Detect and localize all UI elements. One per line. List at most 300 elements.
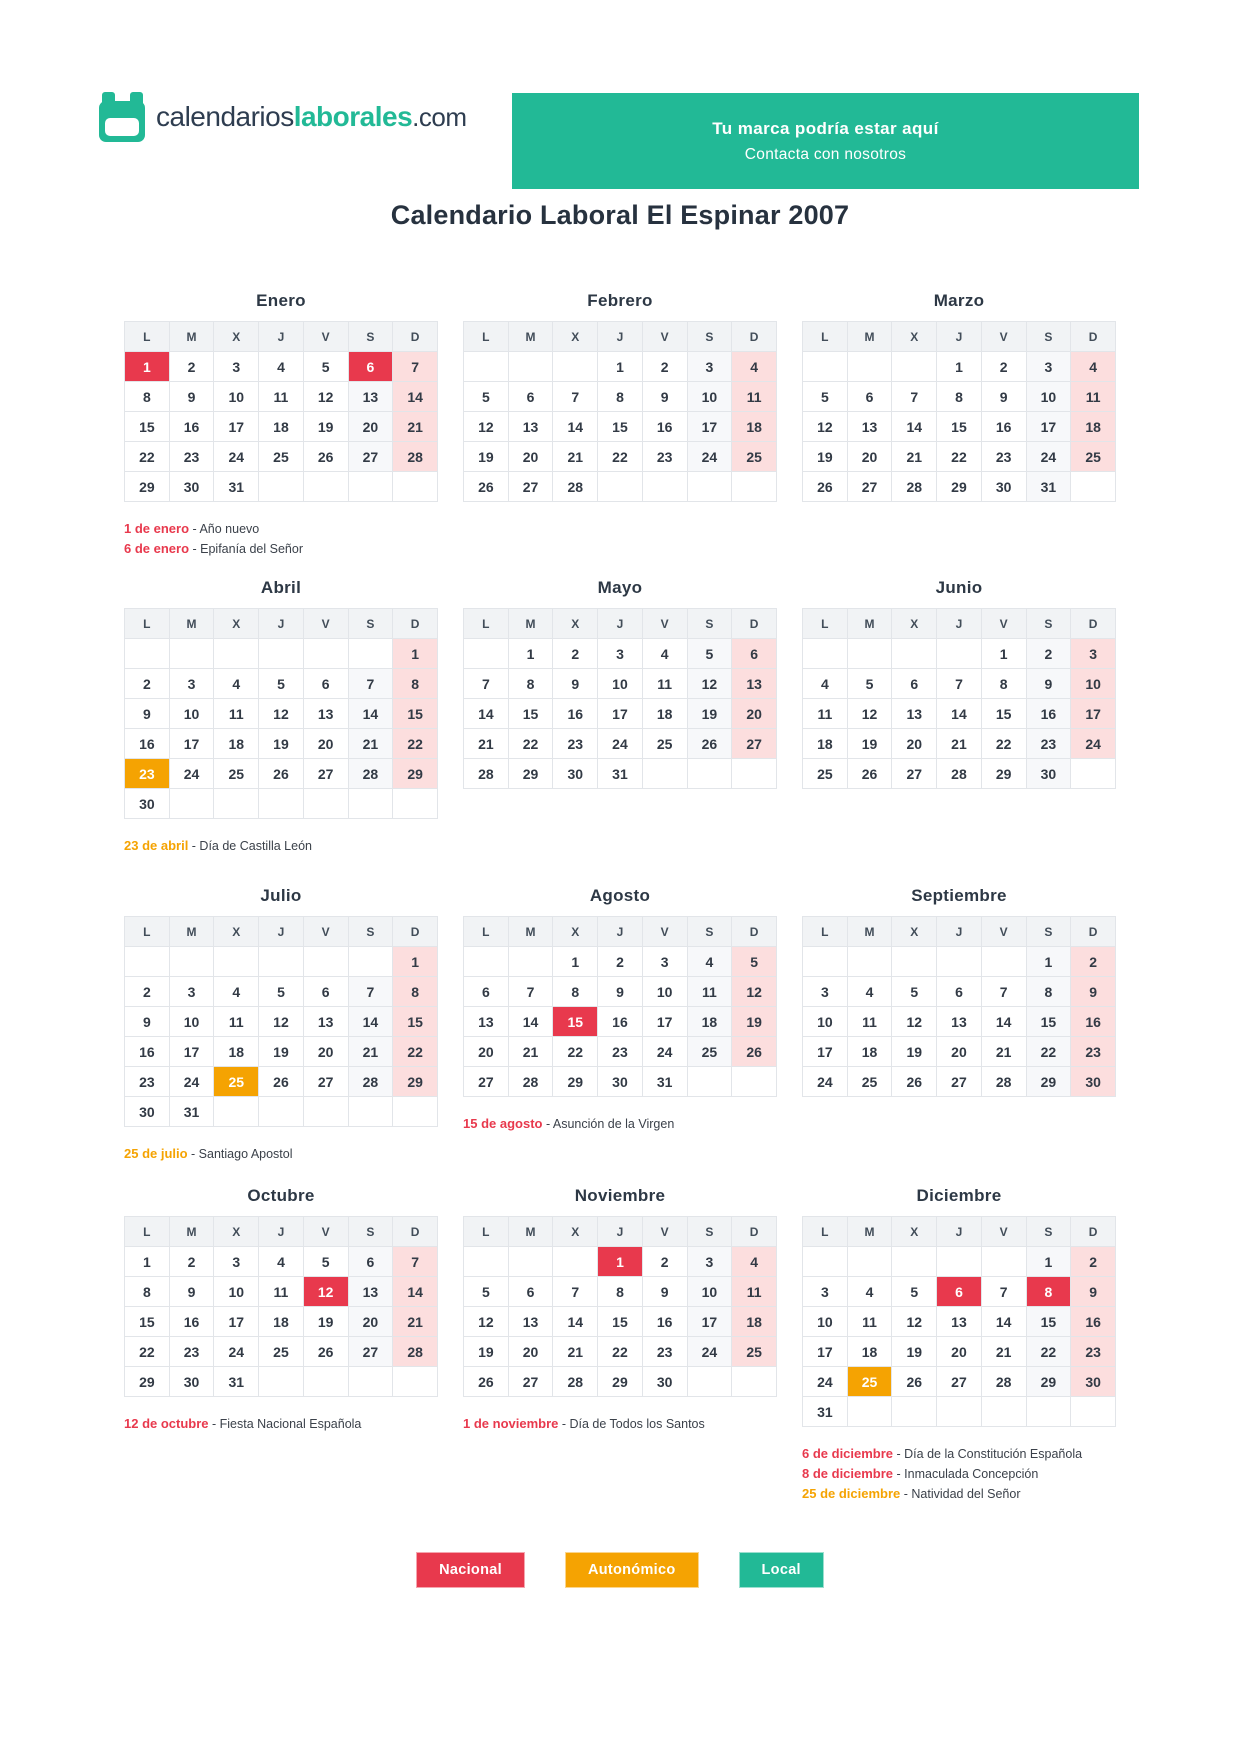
day-cell: 24: [642, 1037, 687, 1067]
day-cell: 21: [553, 1337, 598, 1367]
weekday-header: X: [553, 609, 598, 639]
day-cell: [687, 472, 732, 502]
day-cell: 26: [892, 1067, 937, 1097]
holiday-note: [802, 1484, 1116, 1504]
day-cell: 19: [803, 442, 848, 472]
day-cell: 22: [937, 442, 982, 472]
day-cell: 22: [981, 729, 1026, 759]
day-cell: 23: [553, 729, 598, 759]
day-cell: [464, 947, 509, 977]
day-cell: 20: [732, 699, 777, 729]
ad-banner[interactable]: [512, 93, 1139, 189]
month-title: Diciembre: [916, 1186, 1002, 1205]
holiday-note-text: - Día de la Constitución Española: [893, 1447, 1083, 1461]
weekday-header: D: [393, 1217, 438, 1247]
month-calendar-table: [463, 916, 777, 1097]
weekday-header: V: [303, 1217, 348, 1247]
day-cell: 12: [303, 382, 348, 412]
weekday-header: X: [553, 322, 598, 352]
day-cell: 4: [732, 1247, 777, 1277]
day-cell: 13: [508, 412, 553, 442]
day-cell: [981, 1397, 1026, 1427]
day-cell: [687, 1067, 732, 1097]
weekday-header: S: [348, 322, 393, 352]
day-cell: 8: [981, 669, 1026, 699]
day-cell: 13: [348, 1277, 393, 1307]
holiday-day-cell: 25: [847, 1367, 892, 1397]
day-cell: 5: [464, 1277, 509, 1307]
day-cell: 19: [464, 1337, 509, 1367]
holiday-note: [463, 1114, 777, 1134]
day-cell: 23: [169, 442, 214, 472]
holiday-day-cell: 1: [125, 352, 170, 382]
day-cell: 6: [303, 977, 348, 1007]
day-cell: 5: [803, 382, 848, 412]
day-cell: 21: [553, 442, 598, 472]
month-holiday-notes: [124, 1414, 438, 1434]
day-cell: 11: [803, 699, 848, 729]
holiday-note-date: 6 de diciembre: [802, 1446, 894, 1461]
ad-banner-headline: Tu marca podría estar aquí: [712, 118, 939, 138]
day-cell: [803, 947, 848, 977]
day-cell: [303, 639, 348, 669]
weekday-header: L: [803, 609, 848, 639]
day-cell: 24: [803, 1367, 848, 1397]
day-cell: 11: [847, 1307, 892, 1337]
day-cell: [847, 639, 892, 669]
day-cell: 4: [259, 352, 304, 382]
day-cell: [803, 1247, 848, 1277]
day-cell: [464, 352, 509, 382]
day-cell: 13: [464, 1007, 509, 1037]
month-mayo: [463, 578, 777, 886]
holiday-note-text: - Epifanía del Señor: [189, 542, 303, 556]
weekday-header: S: [687, 917, 732, 947]
logo-part-laborales: laborales: [293, 101, 413, 132]
day-cell: [214, 789, 259, 819]
day-cell: 9: [125, 1007, 170, 1037]
day-cell: 19: [687, 699, 732, 729]
day-cell: 22: [598, 1337, 643, 1367]
holiday-note-text: - Año nuevo: [189, 522, 260, 536]
day-cell: 29: [393, 759, 438, 789]
day-cell: 15: [1026, 1007, 1071, 1037]
day-cell: 4: [642, 639, 687, 669]
day-cell: 8: [598, 382, 643, 412]
day-cell: 7: [508, 977, 553, 1007]
day-cell: 18: [687, 1007, 732, 1037]
legend-button-national[interactable]: Nacional: [416, 1552, 525, 1588]
day-cell: 28: [348, 759, 393, 789]
day-cell: [508, 947, 553, 977]
day-cell: 30: [553, 759, 598, 789]
day-cell: [348, 1097, 393, 1127]
weekday-header: D: [732, 1217, 777, 1247]
day-cell: 26: [464, 1367, 509, 1397]
day-cell: 7: [464, 669, 509, 699]
day-cell: 26: [892, 1367, 937, 1397]
day-cell: 1: [937, 352, 982, 382]
day-cell: 7: [892, 382, 937, 412]
day-cell: 18: [803, 729, 848, 759]
weekday-header: L: [464, 917, 509, 947]
day-cell: 9: [169, 382, 214, 412]
day-cell: 12: [892, 1307, 937, 1337]
day-cell: 5: [303, 1247, 348, 1277]
weekday-header: M: [169, 322, 214, 352]
day-cell: 29: [1026, 1367, 1071, 1397]
day-cell: 6: [348, 1247, 393, 1277]
weekday-header: X: [214, 609, 259, 639]
holiday-note: [802, 1444, 1116, 1464]
day-cell: 28: [464, 759, 509, 789]
day-cell: 3: [1071, 639, 1116, 669]
day-cell: 21: [393, 1307, 438, 1337]
holiday-day-cell: 15: [553, 1007, 598, 1037]
day-cell: 3: [598, 639, 643, 669]
header: [0, 0, 1240, 192]
day-cell: 28: [937, 759, 982, 789]
day-cell: 16: [642, 1307, 687, 1337]
day-cell: 28: [348, 1067, 393, 1097]
day-cell: 12: [803, 412, 848, 442]
day-cell: [553, 352, 598, 382]
day-cell: 5: [259, 669, 304, 699]
day-cell: 5: [259, 977, 304, 1007]
weekday-header: X: [214, 322, 259, 352]
day-cell: 5: [464, 382, 509, 412]
day-cell: 26: [259, 1067, 304, 1097]
day-cell: 22: [393, 1037, 438, 1067]
weekday-header: M: [847, 322, 892, 352]
day-cell: [687, 759, 732, 789]
day-cell: 14: [393, 382, 438, 412]
day-cell: 3: [687, 352, 732, 382]
day-cell: [892, 1397, 937, 1427]
weekday-header: J: [598, 322, 643, 352]
day-cell: 20: [937, 1037, 982, 1067]
month-title: Agosto: [589, 886, 651, 905]
weekday-header: V: [303, 322, 348, 352]
day-cell: 14: [937, 699, 982, 729]
day-cell: 6: [303, 669, 348, 699]
day-cell: [847, 1247, 892, 1277]
day-cell: [847, 352, 892, 382]
holiday-note: [124, 1414, 438, 1434]
day-cell: 26: [303, 1337, 348, 1367]
day-cell: 14: [393, 1277, 438, 1307]
day-cell: 23: [642, 442, 687, 472]
day-cell: 1: [981, 639, 1026, 669]
holiday-day-cell: 6: [348, 352, 393, 382]
day-cell: 19: [464, 442, 509, 472]
month-agosto: [463, 886, 777, 1186]
day-cell: 13: [508, 1307, 553, 1337]
day-cell: 28: [393, 442, 438, 472]
day-cell: 7: [553, 382, 598, 412]
day-cell: 25: [259, 442, 304, 472]
day-cell: [687, 1367, 732, 1397]
weekday-header: J: [259, 917, 304, 947]
day-cell: 14: [553, 412, 598, 442]
weekday-header: L: [125, 1217, 170, 1247]
day-cell: 16: [553, 699, 598, 729]
day-cell: 13: [348, 382, 393, 412]
day-cell: 20: [303, 1037, 348, 1067]
day-cell: [803, 639, 848, 669]
day-cell: 8: [125, 382, 170, 412]
weekday-header: M: [169, 609, 214, 639]
day-cell: [464, 1247, 509, 1277]
holiday-note: [463, 1414, 777, 1434]
day-cell: 15: [981, 699, 1026, 729]
day-cell: 2: [642, 1247, 687, 1277]
month-calendar-table: [463, 608, 777, 789]
day-cell: 20: [892, 729, 937, 759]
month-holiday-notes: [802, 1444, 1116, 1504]
month-calendar-table: [463, 1216, 777, 1397]
day-cell: [348, 1367, 393, 1397]
day-cell: 18: [642, 699, 687, 729]
holiday-day-cell: 23: [125, 759, 170, 789]
day-cell: 8: [937, 382, 982, 412]
day-cell: 9: [1071, 1277, 1116, 1307]
day-cell: [1026, 1397, 1071, 1427]
day-cell: 2: [598, 947, 643, 977]
day-cell: 11: [732, 1277, 777, 1307]
weekday-header: J: [937, 1217, 982, 1247]
day-cell: 28: [892, 472, 937, 502]
weekday-header: J: [598, 917, 643, 947]
day-cell: 2: [642, 352, 687, 382]
weekday-header: M: [847, 609, 892, 639]
weekday-header: D: [393, 609, 438, 639]
day-cell: [937, 639, 982, 669]
holiday-type-legend: [124, 1552, 1116, 1588]
day-cell: 4: [847, 977, 892, 1007]
day-cell: 17: [214, 1307, 259, 1337]
day-cell: 16: [169, 412, 214, 442]
day-cell: 17: [642, 1007, 687, 1037]
day-cell: 28: [553, 472, 598, 502]
day-cell: 17: [687, 412, 732, 442]
day-cell: 18: [732, 1307, 777, 1337]
holiday-note: [124, 539, 438, 559]
day-cell: 23: [169, 1337, 214, 1367]
day-cell: 3: [169, 669, 214, 699]
day-cell: 12: [464, 412, 509, 442]
day-cell: 8: [393, 669, 438, 699]
weekday-header: S: [1026, 322, 1071, 352]
month-title: Junio: [935, 578, 983, 597]
day-cell: [214, 639, 259, 669]
day-cell: 12: [847, 699, 892, 729]
weekday-header: L: [464, 1217, 509, 1247]
day-cell: 15: [393, 1007, 438, 1037]
weekday-header: L: [125, 609, 170, 639]
day-cell: 8: [125, 1277, 170, 1307]
weekday-header: X: [892, 609, 937, 639]
day-cell: 12: [732, 977, 777, 1007]
day-cell: 28: [553, 1367, 598, 1397]
page-title: Calendario Laboral El Espinar 2007: [390, 200, 850, 230]
month-title: Noviembre: [574, 1186, 666, 1205]
day-cell: 19: [732, 1007, 777, 1037]
day-cell: 19: [259, 729, 304, 759]
day-cell: 18: [259, 1307, 304, 1337]
months-grid: [124, 291, 1116, 1504]
weekday-header: S: [348, 1217, 393, 1247]
day-cell: 29: [1026, 1067, 1071, 1097]
day-cell: 18: [847, 1037, 892, 1067]
day-cell: 16: [1071, 1307, 1116, 1337]
month-febrero: [463, 291, 777, 578]
month-calendar-table: [124, 608, 438, 819]
day-cell: 18: [732, 412, 777, 442]
day-cell: 27: [732, 729, 777, 759]
site-logo[interactable]: [99, 92, 467, 142]
day-cell: 29: [598, 1367, 643, 1397]
day-cell: [892, 947, 937, 977]
legend-button-regional[interactable]: Autonómico: [565, 1552, 699, 1588]
weekday-header: D: [732, 322, 777, 352]
day-cell: 10: [169, 699, 214, 729]
day-cell: 9: [1026, 669, 1071, 699]
weekday-header: D: [1071, 1217, 1116, 1247]
day-cell: 30: [125, 1097, 170, 1127]
day-cell: 13: [892, 699, 937, 729]
month-calendar-table: [802, 1216, 1116, 1427]
day-cell: 3: [214, 1247, 259, 1277]
day-cell: 27: [937, 1067, 982, 1097]
day-cell: 16: [598, 1007, 643, 1037]
month-calendar-table: [802, 321, 1116, 502]
day-cell: [937, 1397, 982, 1427]
weekday-header: M: [508, 917, 553, 947]
day-cell: 17: [214, 412, 259, 442]
day-cell: [847, 1397, 892, 1427]
day-cell: [981, 1247, 1026, 1277]
day-cell: 23: [1026, 729, 1071, 759]
day-cell: 19: [892, 1337, 937, 1367]
day-cell: 31: [214, 472, 259, 502]
day-cell: [214, 1097, 259, 1127]
holiday-note-date: 6 de enero: [124, 541, 190, 556]
day-cell: 13: [303, 1007, 348, 1037]
day-cell: 25: [803, 759, 848, 789]
day-cell: 25: [847, 1067, 892, 1097]
holiday-note-text: - Asunción de la Virgen: [542, 1117, 675, 1131]
day-cell: [259, 1367, 304, 1397]
day-cell: 8: [553, 977, 598, 1007]
day-cell: 4: [214, 669, 259, 699]
weekday-header: V: [303, 917, 348, 947]
day-cell: 24: [1026, 442, 1071, 472]
day-cell: 1: [125, 1247, 170, 1277]
holiday-note-text: - Día de Castilla León: [188, 839, 312, 853]
weekday-header: S: [348, 917, 393, 947]
calendar-icon: [99, 92, 147, 142]
day-cell: 14: [981, 1307, 1026, 1337]
day-cell: [303, 1367, 348, 1397]
day-cell: 7: [553, 1277, 598, 1307]
day-cell: 7: [348, 669, 393, 699]
day-cell: 24: [169, 759, 214, 789]
day-cell: [732, 472, 777, 502]
weekday-header: S: [1026, 609, 1071, 639]
day-cell: [598, 472, 643, 502]
day-cell: 21: [348, 1037, 393, 1067]
day-cell: 25: [259, 1337, 304, 1367]
day-cell: 21: [348, 729, 393, 759]
month-septiembre: [802, 886, 1116, 1186]
legend-button-local[interactable]: Local: [739, 1552, 824, 1588]
month-diciembre: [802, 1186, 1116, 1504]
holiday-note: [802, 1464, 1116, 1484]
day-cell: [1071, 759, 1116, 789]
month-julio: [124, 886, 438, 1186]
day-cell: 16: [1071, 1007, 1116, 1037]
day-cell: 28: [508, 1067, 553, 1097]
day-cell: 26: [732, 1037, 777, 1067]
day-cell: 16: [125, 729, 170, 759]
day-cell: 27: [303, 759, 348, 789]
day-cell: 6: [732, 639, 777, 669]
day-cell: 7: [348, 977, 393, 1007]
holiday-note: [124, 836, 438, 856]
weekday-header: J: [259, 1217, 304, 1247]
day-cell: 11: [642, 669, 687, 699]
day-cell: 12: [259, 1007, 304, 1037]
day-cell: 23: [125, 1067, 170, 1097]
ad-banner-contact-link[interactable]: Contacta con nosotros: [744, 145, 907, 163]
day-cell: 11: [259, 1277, 304, 1307]
day-cell: 2: [169, 1247, 214, 1277]
day-cell: 21: [508, 1037, 553, 1067]
holiday-note-date: 1 de noviembre: [463, 1416, 559, 1431]
weekday-header: J: [598, 609, 643, 639]
weekday-header: X: [214, 917, 259, 947]
weekday-header: D: [732, 917, 777, 947]
weekday-header: J: [937, 322, 982, 352]
day-cell: 12: [892, 1007, 937, 1037]
day-cell: 6: [847, 382, 892, 412]
day-cell: 23: [1071, 1337, 1116, 1367]
day-cell: 14: [348, 699, 393, 729]
day-cell: 22: [553, 1037, 598, 1067]
day-cell: 17: [803, 1337, 848, 1367]
month-junio: [802, 578, 1116, 886]
day-cell: 17: [169, 729, 214, 759]
day-cell: 8: [1026, 977, 1071, 1007]
month-calendar-table: [802, 608, 1116, 789]
day-cell: 11: [1071, 382, 1116, 412]
holiday-day-cell: 25: [214, 1067, 259, 1097]
day-cell: 20: [937, 1337, 982, 1367]
holiday-note-date: 12 de octubre: [124, 1416, 209, 1431]
day-cell: 5: [847, 669, 892, 699]
day-cell: 15: [937, 412, 982, 442]
day-cell: 10: [214, 1277, 259, 1307]
day-cell: 24: [687, 442, 732, 472]
logo-part-calendarios: calendarios: [156, 101, 294, 132]
month-holiday-notes: [124, 836, 438, 856]
day-cell: 12: [259, 699, 304, 729]
day-cell: 20: [847, 442, 892, 472]
weekday-header: M: [847, 917, 892, 947]
day-cell: [892, 352, 937, 382]
day-cell: 23: [642, 1337, 687, 1367]
